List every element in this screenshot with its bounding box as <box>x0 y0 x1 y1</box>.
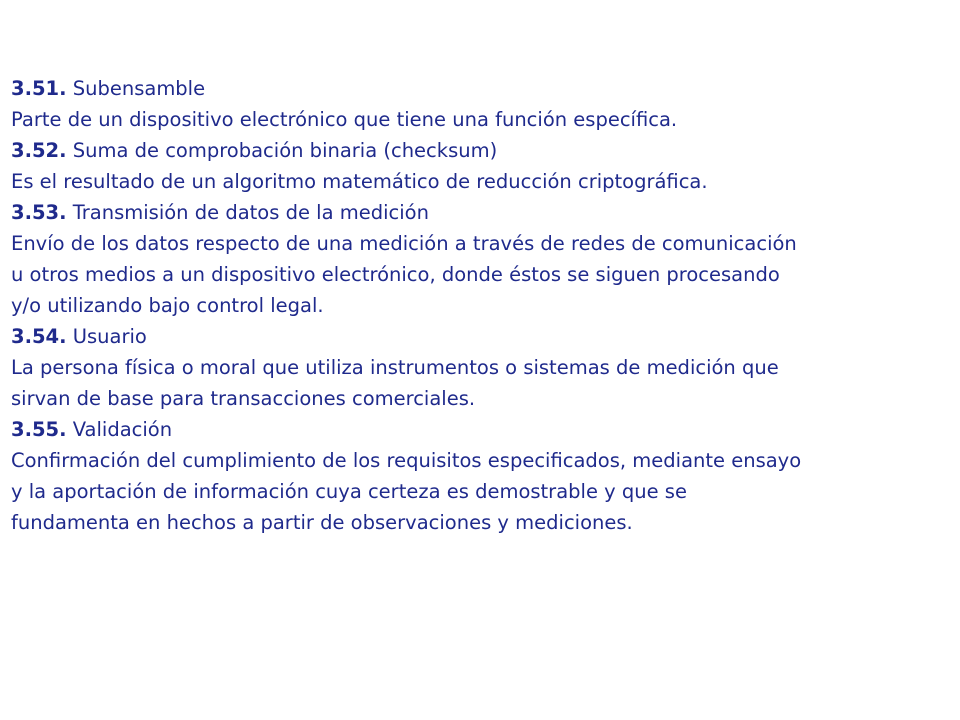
definition-entry-3-52 <box>11 135 953 197</box>
definition-text-line: fundamenta en hechos a partir de observaciones y mediciones. <box>11 511 633 534</box>
definition-text-line: La persona física o moral que utiliza instrumentos o sistemas de medición que <box>11 356 779 379</box>
definition-text-line: y/o utilizando bajo control legal. <box>11 294 324 317</box>
definition-entry-3-54 <box>11 321 953 414</box>
definition-entry-3-51 <box>11 73 953 135</box>
definition-text-line: u otros medios a un dispositivo electrónico, donde éstos se siguen procesando <box>11 263 780 286</box>
definition-term: Transmisión de datos de la medición <box>72 201 429 224</box>
document-body <box>11 73 953 538</box>
definition-number: 3.53. <box>11 201 67 224</box>
definition-number: 3.51. <box>11 77 67 100</box>
definition-heading <box>11 197 953 228</box>
definition-term: Validación <box>72 418 173 441</box>
definition-entry-3-55 <box>11 414 953 538</box>
definition-heading <box>11 321 953 352</box>
definition-number: 3.52. <box>11 139 67 162</box>
definition-heading <box>11 135 953 166</box>
definition-number: 3.54. <box>11 325 67 348</box>
definition-heading <box>11 73 953 104</box>
definition-text-line: sirvan de base para transacciones comerciales. <box>11 387 476 410</box>
definition-text-line: y la aportación de información cuya certeza es demostrable y que se <box>11 480 687 503</box>
definition-text-line: Parte de un dispositivo electrónico que tiene una función específica. <box>11 108 678 131</box>
definition-text-line: Envío de los datos respecto de una medición a través de redes de comunicación <box>11 232 797 255</box>
definition-text-line: Es el resultado de un algoritmo matemático de reducción criptográfica. <box>11 170 708 193</box>
definition-term: Usuario <box>72 325 147 348</box>
definition-text-line: Confirmación del cumplimiento de los requisitos especificados, mediante ensayo <box>11 449 802 472</box>
definition-number: 3.55. <box>11 418 67 441</box>
definition-heading <box>11 414 953 445</box>
definition-term: Suma de comprobación binaria (checksum) <box>72 139 498 162</box>
definition-term: Subensamble <box>72 77 206 100</box>
definition-entry-3-53 <box>11 197 953 321</box>
